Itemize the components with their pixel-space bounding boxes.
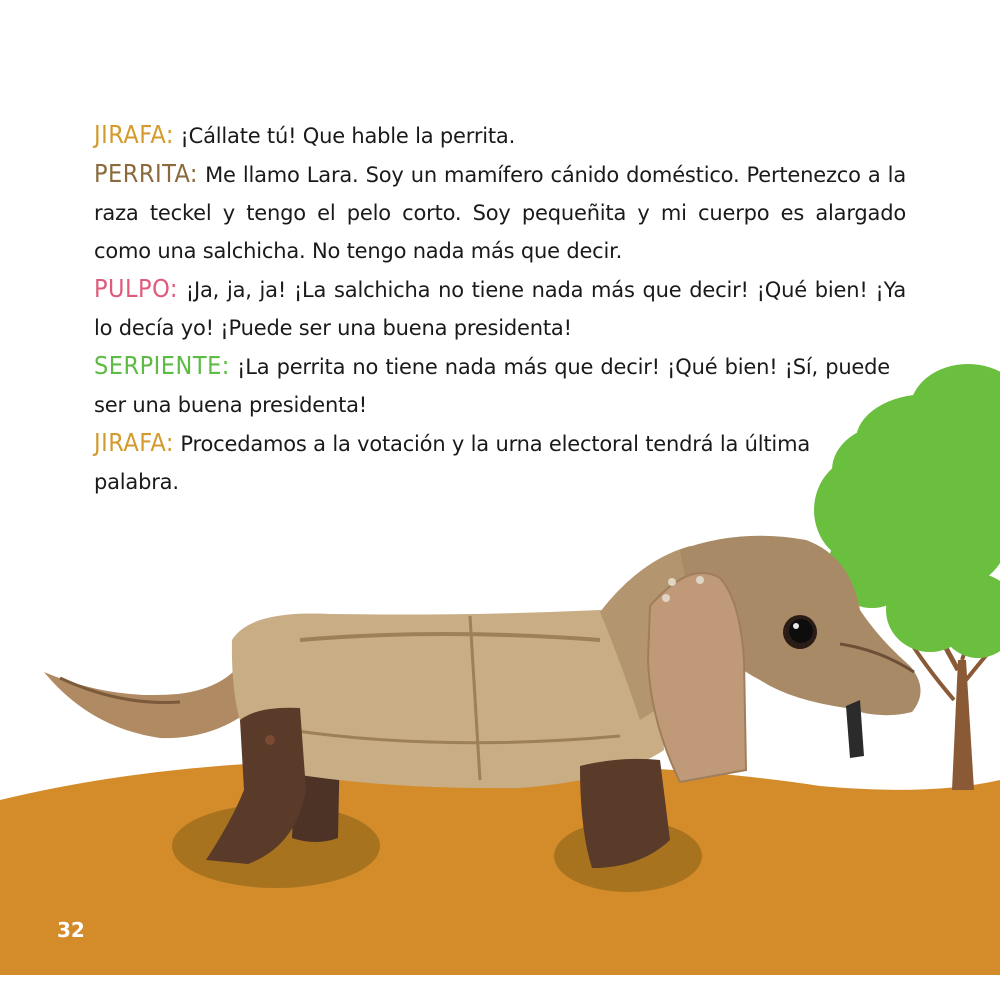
- speaker-label: PULPO:: [94, 274, 178, 303]
- speaker-label: JIRAFA:: [94, 120, 174, 149]
- speaker-label: JIRAFA:: [94, 428, 174, 457]
- dialogue-line: [94, 155, 906, 270]
- dialogue-text-content: ¡La perrita no tiene nada más que decir! ¡Qué bien! ¡Sí, puede ser una buena presidenta!: [94, 355, 890, 417]
- dialogue-text-content: Procedamos a la votación y la urna electoral tendrá la última palabra.: [94, 432, 810, 494]
- dialogue-line: [94, 270, 906, 347]
- ground-hill: [0, 760, 1000, 975]
- dialogue-line: [94, 116, 906, 155]
- dialogue-text-content: ¡Cállate tú! Que hable la perrita.: [180, 124, 516, 148]
- dialogue-line: [94, 424, 810, 501]
- dialogue-text-content: Me llamo Lara. Soy un mamífero cánido doméstico. Pertenezco a la raza teckel y tengo el pelo corto. Soy pequeñita y mi cuerpo es alargado como una salchicha. No tengo nada más que decir.: [94, 163, 906, 263]
- dialogue-text: [94, 116, 906, 501]
- dialogue-line: [94, 347, 890, 424]
- speaker-label: SERPIENTE:: [94, 351, 230, 380]
- speaker-label: PERRITA:: [94, 159, 198, 188]
- dialogue-text-content: ¡Ja, ja, ja! ¡La salchicha no tiene nada más que decir! ¡Qué bien! ¡Ya lo decía yo! ¡Puede ser una buena presidenta!: [94, 278, 906, 340]
- page-number: 32: [57, 918, 85, 942]
